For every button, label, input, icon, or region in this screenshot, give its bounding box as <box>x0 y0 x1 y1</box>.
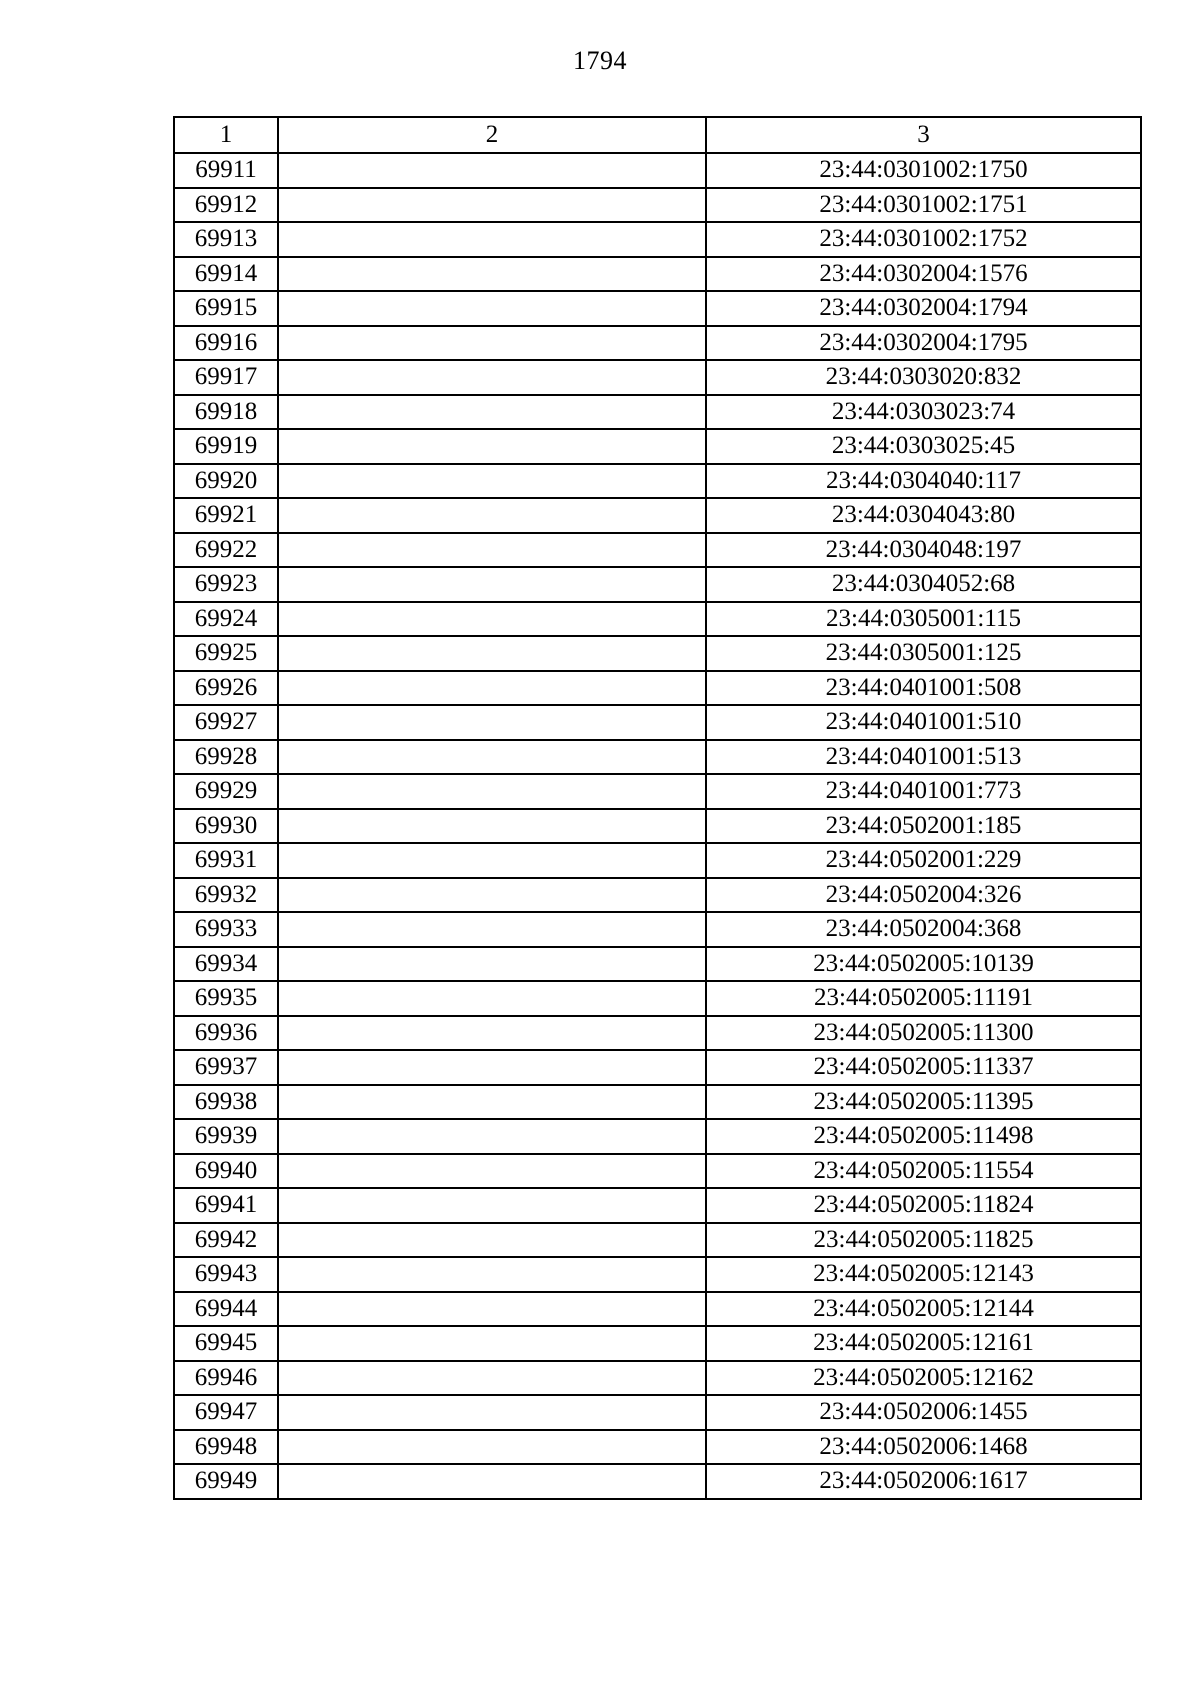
cadastral-number-cell: 23:44:0301002:1750 <box>706 153 1141 188</box>
table-row <box>174 1292 1141 1327</box>
cadastral-number-cell: 23:44:0303023:74 <box>706 395 1141 430</box>
row-number-cell: 69935 <box>174 981 278 1016</box>
row-number-cell: 69912 <box>174 188 278 223</box>
cadastral-number-cell: 23:44:0304043:80 <box>706 498 1141 533</box>
table-row <box>174 1223 1141 1258</box>
column-2-cell <box>278 395 706 430</box>
cadastral-number-cell: 23:44:0304040:117 <box>706 464 1141 499</box>
column-2-cell <box>278 705 706 740</box>
cadastral-number-cell: 23:44:0304048:197 <box>706 533 1141 568</box>
column-2-cell <box>278 1016 706 1051</box>
row-number-cell: 69918 <box>174 395 278 430</box>
table-row <box>174 188 1141 223</box>
row-number-cell: 69943 <box>174 1257 278 1292</box>
table-row <box>174 705 1141 740</box>
table-row <box>174 1326 1141 1361</box>
column-2-cell <box>278 1430 706 1465</box>
column-2-cell <box>278 291 706 326</box>
column-2-cell <box>278 567 706 602</box>
column-2-cell <box>278 222 706 257</box>
row-number-cell: 69915 <box>174 291 278 326</box>
table-row <box>174 153 1141 188</box>
row-number-cell: 69922 <box>174 533 278 568</box>
column-2-cell <box>278 153 706 188</box>
table-row <box>174 671 1141 706</box>
row-number-cell: 69942 <box>174 1223 278 1258</box>
cadastral-number-cell: 23:44:0502006:1617 <box>706 1464 1141 1499</box>
page-number: 1794 <box>573 46 627 75</box>
cadastral-number-cell: 23:44:0502001:185 <box>706 809 1141 844</box>
column-2-cell <box>278 1464 706 1499</box>
column-2-cell <box>278 1223 706 1258</box>
cadastral-number-cell: 23:44:0502005:11191 <box>706 981 1141 1016</box>
table-row <box>174 981 1141 1016</box>
column-2-cell <box>278 464 706 499</box>
column-2-cell <box>278 1326 706 1361</box>
table-row <box>174 326 1141 361</box>
row-number-cell: 69930 <box>174 809 278 844</box>
cadastral-number-cell: 23:44:0502005:12144 <box>706 1292 1141 1327</box>
table-row <box>174 1085 1141 1120</box>
row-number-cell: 69944 <box>174 1292 278 1327</box>
table-row <box>174 774 1141 809</box>
table-row <box>174 257 1141 292</box>
column-2-cell <box>278 257 706 292</box>
cadastral-number-cell: 23:44:0301002:1752 <box>706 222 1141 257</box>
table-row <box>174 498 1141 533</box>
row-number-cell: 69911 <box>174 153 278 188</box>
column-2-cell <box>278 326 706 361</box>
row-number-cell: 69941 <box>174 1188 278 1223</box>
column-2-cell <box>278 878 706 913</box>
cadastral-number-cell: 23:44:0305001:125 <box>706 636 1141 671</box>
row-number-cell: 69926 <box>174 671 278 706</box>
table-row <box>174 222 1141 257</box>
column-2-cell <box>278 981 706 1016</box>
cadastral-number-cell: 23:44:0502005:11554 <box>706 1154 1141 1189</box>
registry-table <box>173 116 1142 1500</box>
row-number-cell: 69934 <box>174 947 278 982</box>
column-2-cell <box>278 636 706 671</box>
row-number-cell: 69928 <box>174 740 278 775</box>
cadastral-number-cell: 23:44:0502005:10139 <box>706 947 1141 982</box>
cadastral-number-cell: 23:44:0502005:12143 <box>706 1257 1141 1292</box>
cadastral-number-cell: 23:44:0301002:1751 <box>706 188 1141 223</box>
cadastral-number-cell: 23:44:0502005:11395 <box>706 1085 1141 1120</box>
column-2-cell <box>278 1154 706 1189</box>
table-row <box>174 1188 1141 1223</box>
row-number-cell: 69929 <box>174 774 278 809</box>
cadastral-number-cell: 23:44:0302004:1795 <box>706 326 1141 361</box>
row-number-cell: 69938 <box>174 1085 278 1120</box>
cadastral-number-cell: 23:44:0401001:773 <box>706 774 1141 809</box>
table-row <box>174 1430 1141 1465</box>
table-row <box>174 1257 1141 1292</box>
column-2-cell <box>278 533 706 568</box>
cadastral-number-cell: 23:44:0502006:1468 <box>706 1430 1141 1465</box>
table-row <box>174 809 1141 844</box>
column-2-cell <box>278 1361 706 1396</box>
row-number-cell: 69939 <box>174 1119 278 1154</box>
cadastral-number-cell: 23:44:0305001:115 <box>706 602 1141 637</box>
row-number-cell: 69927 <box>174 705 278 740</box>
column-2-cell <box>278 188 706 223</box>
table-row <box>174 1154 1141 1189</box>
column-header-1: 1 <box>174 117 278 153</box>
cadastral-number-cell: 23:44:0502004:368 <box>706 912 1141 947</box>
row-number-cell: 69920 <box>174 464 278 499</box>
column-2-cell <box>278 498 706 533</box>
table-row <box>174 429 1141 464</box>
row-number-cell: 69931 <box>174 843 278 878</box>
table-row <box>174 602 1141 637</box>
table-row <box>174 1016 1141 1051</box>
table-row <box>174 740 1141 775</box>
cadastral-number-cell: 23:44:0502001:229 <box>706 843 1141 878</box>
column-2-cell <box>278 1085 706 1120</box>
column-2-cell <box>278 429 706 464</box>
table-row <box>174 1464 1141 1499</box>
row-number-cell: 69940 <box>174 1154 278 1189</box>
column-2-cell <box>278 912 706 947</box>
cadastral-number-cell: 23:44:0303025:45 <box>706 429 1141 464</box>
column-2-cell <box>278 774 706 809</box>
cadastral-number-cell: 23:44:0502005:12161 <box>706 1326 1141 1361</box>
cadastral-number-cell: 23:44:0401001:510 <box>706 705 1141 740</box>
table-row <box>174 395 1141 430</box>
cadastral-number-cell: 23:44:0502005:11825 <box>706 1223 1141 1258</box>
column-2-cell <box>278 1050 706 1085</box>
cadastral-number-cell: 23:44:0304052:68 <box>706 567 1141 602</box>
table-row <box>174 567 1141 602</box>
cadastral-number-cell: 23:44:0303020:832 <box>706 360 1141 395</box>
row-number-cell: 69921 <box>174 498 278 533</box>
table-row <box>174 291 1141 326</box>
column-2-cell <box>278 843 706 878</box>
table-row <box>174 1050 1141 1085</box>
table-row <box>174 1119 1141 1154</box>
table-row <box>174 878 1141 913</box>
cadastral-number-cell: 23:44:0502006:1455 <box>706 1395 1141 1430</box>
row-number-cell: 69924 <box>174 602 278 637</box>
column-2-cell <box>278 1292 706 1327</box>
row-number-cell: 69914 <box>174 257 278 292</box>
table-row <box>174 843 1141 878</box>
table-row <box>174 1395 1141 1430</box>
cadastral-number-cell: 23:44:0502004:326 <box>706 878 1141 913</box>
cadastral-number-cell: 23:44:0401001:508 <box>706 671 1141 706</box>
cadastral-number-cell: 23:44:0502005:11337 <box>706 1050 1141 1085</box>
row-number-cell: 69913 <box>174 222 278 257</box>
cadastral-number-cell: 23:44:0502005:11498 <box>706 1119 1141 1154</box>
table-body <box>174 153 1141 1499</box>
table-row <box>174 464 1141 499</box>
cadastral-number-cell: 23:44:0502005:12162 <box>706 1361 1141 1396</box>
column-header-3: 3 <box>706 117 1141 153</box>
table-row <box>174 912 1141 947</box>
cadastral-number-cell: 23:44:0502005:11300 <box>706 1016 1141 1051</box>
column-2-cell <box>278 602 706 637</box>
header-row <box>174 117 1141 153</box>
column-2-cell <box>278 1119 706 1154</box>
column-2-cell <box>278 1395 706 1430</box>
cadastral-number-cell: 23:44:0302004:1576 <box>706 257 1141 292</box>
table-row <box>174 360 1141 395</box>
column-2-cell <box>278 740 706 775</box>
table-row <box>174 636 1141 671</box>
row-number-cell: 69933 <box>174 912 278 947</box>
row-number-cell: 69947 <box>174 1395 278 1430</box>
cadastral-number-cell: 23:44:0401001:513 <box>706 740 1141 775</box>
cadastral-number-cell: 23:44:0502005:11824 <box>706 1188 1141 1223</box>
table-row <box>174 947 1141 982</box>
table-row <box>174 533 1141 568</box>
row-number-cell: 69916 <box>174 326 278 361</box>
row-number-cell: 69945 <box>174 1326 278 1361</box>
row-number-cell: 69923 <box>174 567 278 602</box>
column-2-cell <box>278 671 706 706</box>
column-2-cell <box>278 1257 706 1292</box>
row-number-cell: 69925 <box>174 636 278 671</box>
row-number-cell: 69936 <box>174 1016 278 1051</box>
row-number-cell: 69937 <box>174 1050 278 1085</box>
row-number-cell: 69919 <box>174 429 278 464</box>
column-2-cell <box>278 809 706 844</box>
column-2-cell <box>278 947 706 982</box>
column-header-2: 2 <box>278 117 706 153</box>
row-number-cell: 69949 <box>174 1464 278 1499</box>
column-2-cell <box>278 360 706 395</box>
row-number-cell: 69948 <box>174 1430 278 1465</box>
cadastral-number-cell: 23:44:0302004:1794 <box>706 291 1141 326</box>
row-number-cell: 69932 <box>174 878 278 913</box>
row-number-cell: 69917 <box>174 360 278 395</box>
column-2-cell <box>278 1188 706 1223</box>
table-row <box>174 1361 1141 1396</box>
row-number-cell: 69946 <box>174 1361 278 1396</box>
